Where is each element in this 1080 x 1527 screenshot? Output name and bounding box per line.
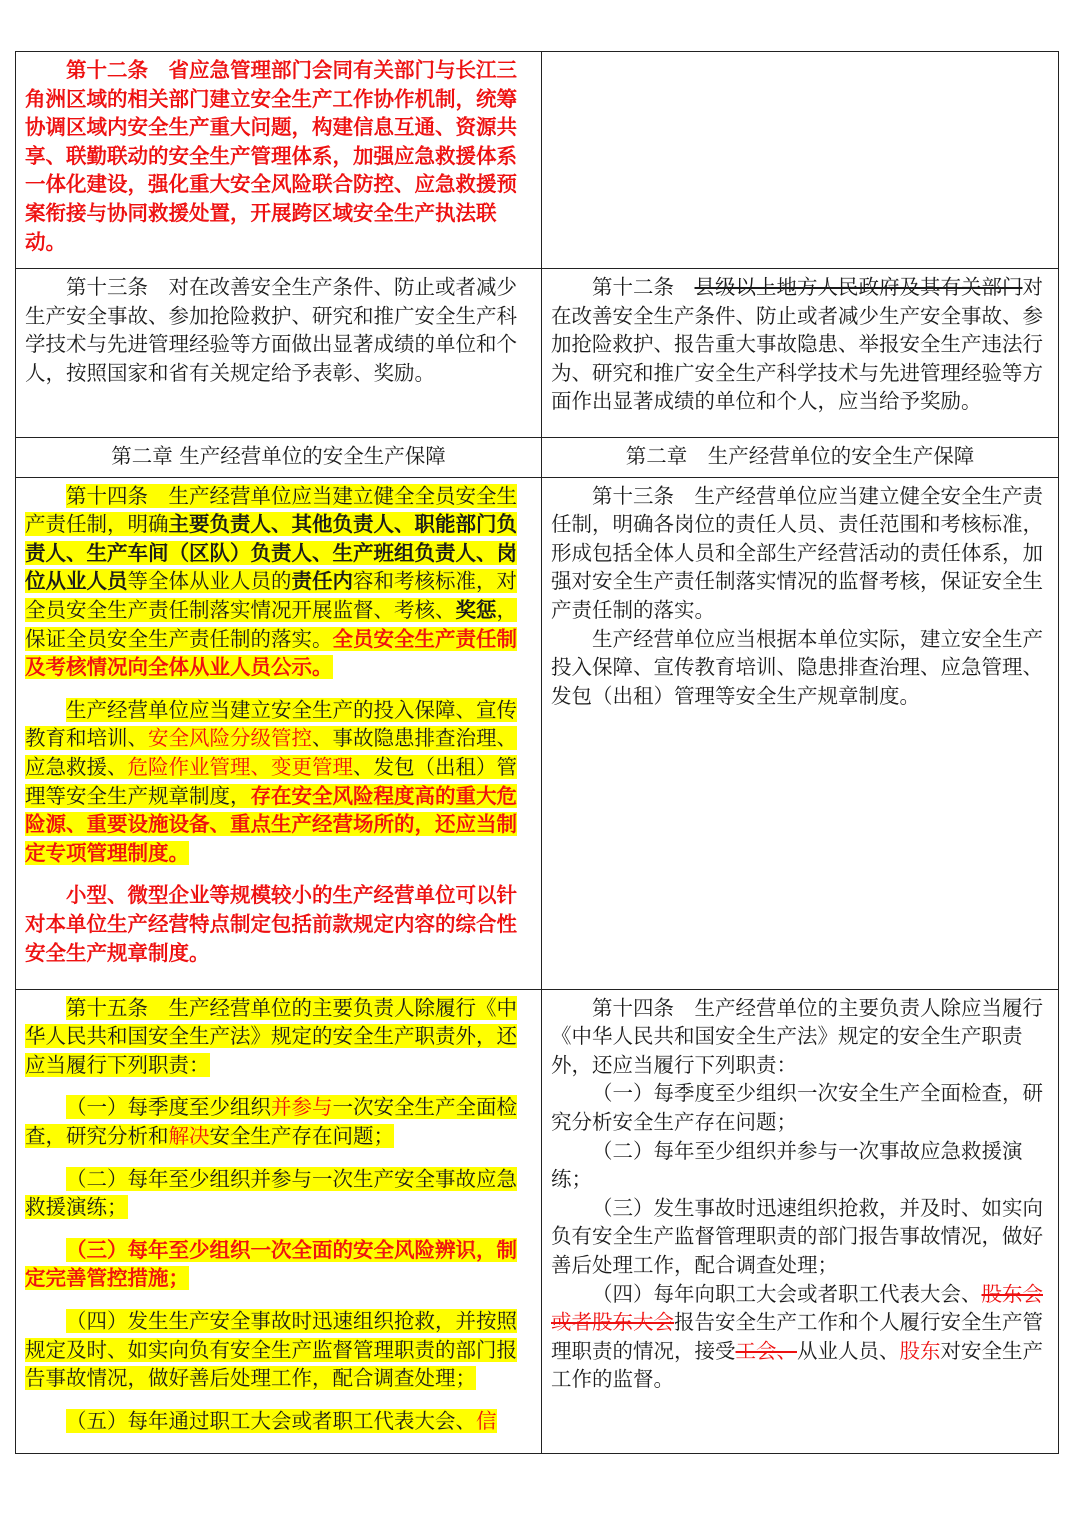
old-article-14-item-1: （一）每季度至少组织一次安全生产全面检查，研究分析安全生产存在问题； <box>551 1081 1043 1134</box>
new-article-13-cell <box>16 269 542 438</box>
old-chapter-heading-cell <box>542 438 1059 478</box>
old-article-12-text: 第十二条 县级以上地方人民政府及其有关部门对在改善安全生产条件、防止或者减少生产安全事故、参加抢险救护、报告重大事故隐患、举报安全生产违法行为、研究和推广安全生产科学技术与先进管理经验等方面作出显著成绩的单位和个人，应当给予奖励。 <box>551 275 1043 414</box>
new-article-15-cell <box>16 989 542 1453</box>
empty-old-cell <box>542 52 1059 269</box>
new-article-14-cell <box>16 477 542 989</box>
new-article-14-para-1: 第十四条 生产经营单位应当建立健全全员安全生产责任制，明确主要负责人、其他负责人、职能部门负责人、生产车间（区队）负责人、生产班组负责人、岗位从业人员等全体从业人员的责任内容和考核标准，对全员安全生产责任制落实情况开展监督、考核、奖惩，保证全员安全生产责任制的落实。全员安全生产责任制及考核情况向全体从业人员公示。 <box>25 483 517 680</box>
old-article-14-para-1: 第十四条 生产经营单位的主要负责人除应当履行《中华人民共和国安全生产法》规定的安全生产职责外，还应当履行下列职责： <box>551 995 1043 1077</box>
new-article-15-para-1: 第十五条 生产经营单位的主要负责人除履行《中华人民共和国安全生产法》规定的安全生产职责外，还应当履行下列职责： <box>25 995 517 1077</box>
old-article-14-cell <box>542 989 1059 1453</box>
new-article-12-text: 第十二条 省应急管理部门会同有关部门与长江三角洲区域的相关部门建立安全生产工作协作机制，统筹协调区域内安全生产重大问题，构建信息互通、资源共享、联勤联动的安全生产管理体系，加强应急救援体系一体化建设，强化重大安全风险联合防控、应急救援预案衔接与协同救援处置，开展跨区域安全生产执法联动。 <box>25 58 517 254</box>
old-article-14-item-3: （三）发生事故时迅速组织抢救，并及时、如实向负有安全生产监督管理职责的部门报告事故情况，做好善后处理工作，配合调查处理； <box>551 1195 1043 1277</box>
new-article-14-para-3: 小型、微型企业等规模较小的生产经营单位可以针对本单位生产经营特点制定包括前款规定内容的综合性安全生产规章制度。 <box>25 883 517 965</box>
old-article-14-item-2: （二）每年至少组织并参与一次事故应急救援演练； <box>551 1138 1023 1192</box>
old-article-12-cell <box>542 269 1059 438</box>
deleted-text: 县级以上地方人民政府及其有关部门 <box>694 275 1023 299</box>
new-article-15-item-2: （二）每年至少组织并参与一次生产安全事故应急救援演练； <box>25 1166 517 1220</box>
new-article-15-item-4: （四）发生生产安全事故时迅速组织抢救，并按照规定及时、如实向负有安全生产监督管理职责的部门报告事故情况，做好善后处理工作，配合调查处理； <box>25 1308 517 1391</box>
new-article-13-text: 第十三条 对在改善安全生产条件、防止或者减少生产安全事故、参加抢险救护、研究和推广安全生产科学技术与先进管理经验等方面做出显著成绩的单位和个人，按照国家和省有关规定给予表彰、奖励。 <box>25 275 517 385</box>
new-article-12-cell <box>16 52 542 269</box>
new-article-14-para-2: 生产经营单位应当建立安全生产的投入保障、宣传教育和培训、安全风险分级管控、事故隐患排查治理、应急救援、危险作业管理、变更管理、发包（出租）管理等安全生产规章制度，存在安全风险程度高的重大危险源、重要设施设备、重点生产经营场所的，还应当制定专项管理制度。 <box>25 697 517 865</box>
new-article-15-item-5: （五）每年通过职工大会或者职工代表大会、信 <box>66 1408 497 1433</box>
table-row <box>16 989 1059 1453</box>
deleted-text: 工会、 <box>735 1338 797 1363</box>
old-chapter-heading: 第二章 生产经营单位的安全生产保障 <box>625 444 975 468</box>
old-article-13-cell <box>542 477 1059 989</box>
old-article-13-para-1: 第十三条 生产经营单位应当建立健全安全生产责任制，明确各岗位的责任人员、责任范围和考核标准，形成包括全体人员和全部生产经营活动的责任体系，加强对安全生产责任制落实情况的监督考核，保证安全生产责任制的落实。 <box>551 483 1043 622</box>
new-chapter-heading-cell <box>16 438 542 478</box>
comparison-table <box>15 51 1059 1454</box>
new-chapter-heading: 第二章 生产经营单位的安全生产保障 <box>111 444 446 468</box>
deleted-text: 股东会或者股东大会 <box>551 1281 1043 1335</box>
new-article-15-item-3: （三）每年至少组织一次全面的安全风险辨识，制定完善管控措施； <box>25 1237 517 1291</box>
table-row <box>16 477 1059 989</box>
new-article-15-item-1: （一）每季度至少组织并参与一次安全生产全面检查，研究分析和解决安全生产存在问题； <box>25 1095 517 1148</box>
old-article-13-para-2: 生产经营单位应当根据本单位实际，建立安全生产投入保障、宣传教育培训、隐患排查治理、应急管理、发包（出租）管理等安全生产规章制度。 <box>551 626 1043 708</box>
table-row <box>16 52 1059 269</box>
old-article-14-item-4: （四）每年向职工大会或者职工代表大会、股东会或者股东大会报告安全生产工作和个人履行安全生产管理职责的情况，接受工会、从业人员、股东对安全生产工作的监督。 <box>551 1281 1043 1392</box>
table-row <box>16 269 1059 438</box>
table-row <box>16 438 1059 478</box>
